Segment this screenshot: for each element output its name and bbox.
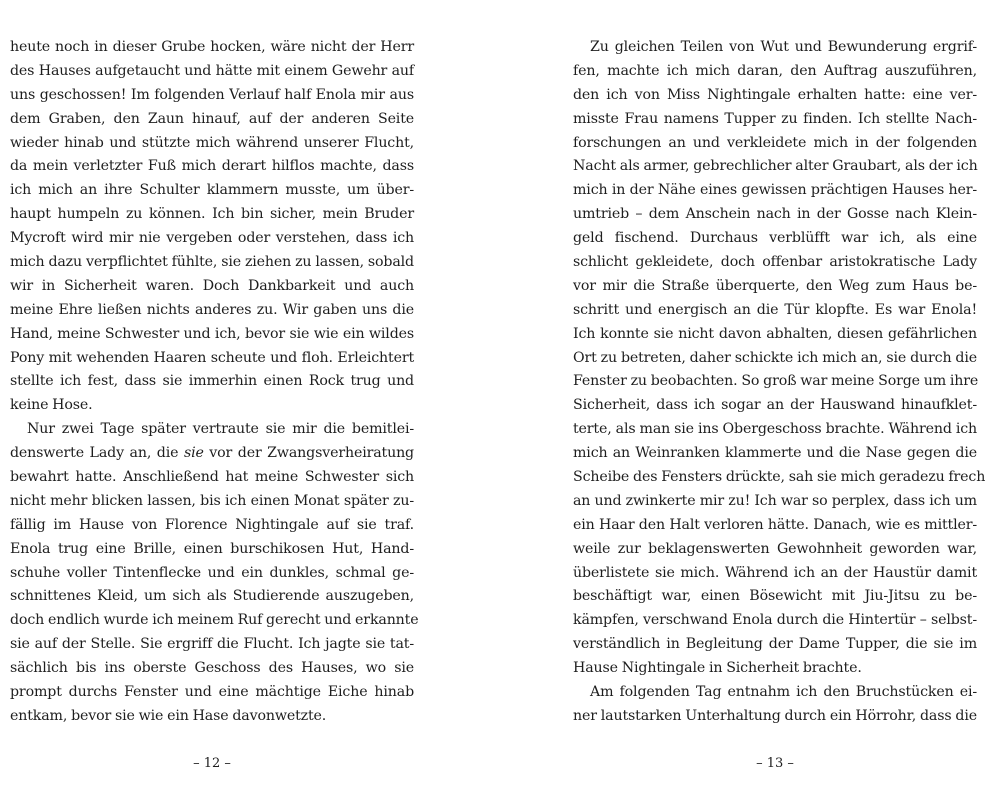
text-line: Fenster zu beobachten. So groß war meine Sorge um ihre: [573, 373, 979, 390]
text-line: Ich konnte sie nicht davon abhalten, diesen gefährlichen: [573, 325, 977, 342]
left-page-text: [10, 36, 419, 729]
text-line: ich mich an ihre Schulter klammern musste, um über-: [10, 182, 414, 199]
text-line: wieder hinab und stützte mich während unserer Flucht,: [10, 134, 414, 151]
text-line: Nur zwei Tage später vertraute sie mir die bemitlei-: [27, 421, 414, 438]
text-line: fällig im Hause von Florence Nightingale auf sie traf.: [10, 516, 414, 533]
text-line: haupt humpeln zu können. Ich bin sicher, mein Bruder: [10, 206, 414, 223]
text-line: Hause Nightingale in Sicherheit brachte.: [573, 660, 862, 677]
text-line: heute noch in dieser Grube hocken, wäre nicht der Herr: [10, 39, 414, 55]
text-line: Hand, meine Schwester und ich, bevor sie wie ein wildes: [10, 325, 414, 342]
text-line: ner lautstarken Unterhaltung durch ein Hörrohr, dass die: [573, 707, 977, 724]
text-line: mich dazu verpflichtet fühlte, sie ziehen zu lassen, sobald: [10, 254, 414, 271]
text-line: kämpfen, verschwand Enola durch die Hintertür – selbst-: [573, 612, 977, 629]
text-line: schuhe voller Tintenflecke und ein dunkles, schmal ge-: [10, 564, 414, 581]
text-line: nicht mehr blicken lassen, bis ich einen Monat später zu-: [10, 492, 414, 509]
text-line: Mycroft wird mir nie vergeben oder verstehen, dass ich: [10, 230, 414, 247]
text-line: vor mir die Straße überquerte, den Weg zum Haus be-: [573, 277, 977, 294]
text-line: den ich von Miss Nightingale erhalten hatte: eine ver-: [573, 86, 977, 103]
text-line: prompt durchs Fenster und eine mächtige Eiche hinab: [10, 684, 414, 701]
text-line: doch endlich wurde ich meinem Ruf gerecht und erkannte: [10, 612, 419, 629]
text-line: ein Haar den Halt verloren hätte. Danach, wie es mittler-: [573, 516, 977, 533]
text-line: schlicht gekleidete, doch offenbar aristokratische Lady: [573, 254, 977, 271]
text-line: geld fischend. Durchaus verblüfft war ich, als eine: [573, 230, 977, 247]
text-line: fen, machte ich mich daran, den Auftrag auszuführen,: [573, 62, 977, 79]
right-page-number: – 13 –: [756, 756, 794, 771]
text-line: des Hauses aufgetaucht und hätte mit einem Gewehr auf: [10, 62, 414, 79]
left-page-number: – 12 –: [193, 756, 231, 771]
right-page-text: [573, 36, 986, 729]
text-line: stellte ich fest, dass sie immerhin einen Rock trug und: [10, 373, 414, 390]
text-line: Nacht als armer, gebrechlicher alter Graubart, als der ich: [573, 158, 978, 175]
text-line: wir in Sicherheit waren. Doch Dankbarkeit und auch: [10, 277, 414, 294]
text-line: sie auf der Stelle. Sie ergriff die Flucht. Ich jagte sie tat-: [10, 636, 414, 653]
text-line: verständlich in Begleitung der Dame Tupper, die sie im: [573, 636, 977, 653]
text-line: schritt und energisch an die Tür klopfte. Es war Enola!: [573, 301, 977, 318]
text-line: misste Frau namens Tupper zu finden. Ich stellte Nach-: [573, 110, 977, 127]
text-line: Sicherheit, dass ich sogar an der Hauswand hinaufklet-: [573, 397, 977, 414]
text-line: Scheibe des Fensters drückte, sah sie mich geradezu frech: [573, 469, 986, 486]
text-line: dem Graben, den Zaun hinauf, auf der anderen Seite: [10, 110, 414, 127]
text-line: denswerte Lady an, die sie vor der Zwangsverheiratung: [10, 445, 414, 462]
text-line: mich an Weinranken klammerte und die Nase gegen die: [573, 445, 977, 462]
text-line: Am folgenden Tag entnahm ich den Bruchstücken ei-: [590, 684, 977, 701]
text-line: weile zur beklagenswerten Gewohnheit geworden war,: [573, 540, 977, 557]
text-line: uns geschossen! Im folgenden Verlauf half Enola mir aus: [10, 86, 414, 103]
text-line: schnittenes Kleid, um sich als Studierende auszugeben,: [10, 588, 414, 605]
text-line: Pony mit wehenden Haaren scheute und floh. Erleichtert: [10, 349, 414, 366]
text-line: entkam, bevor sie wie ein Hase davonwetzte.: [10, 707, 327, 724]
text-line: meine Ehre ließen nichts anderes zu. Wir gaben uns die: [10, 301, 414, 318]
text-line: terte, als man sie ins Obergeschoss brachte. Während ich: [573, 421, 977, 438]
text-line: keine Hose.: [10, 397, 93, 414]
text-line: Enola trug eine Brille, einen burschikosen Hut, Hand-: [10, 540, 414, 557]
text-line: mich in der Nähe eines gewissen prächtigen Hauses her-: [573, 182, 977, 199]
text-line: Zu gleichen Teilen von Wut und Bewunderung ergrif-: [590, 39, 977, 55]
text-line: umtrieb – dem Anschein nach in der Gosse nach Klein-: [573, 206, 977, 223]
text-line: an und zwinkerte mir zu! Ich war so perplex, dass ich um: [573, 492, 977, 509]
text-line: sächlich bis ins oberste Geschoss des Hauses, wo sie: [10, 660, 414, 677]
text-line: da mein verletzter Fuß mich derart hilflos machte, dass: [10, 158, 414, 175]
text-line: Ort zu betreten, daher schickte ich mich an, sie durch die: [573, 349, 977, 366]
text-line: forschungen an und verkleidete mich in der folgenden: [573, 134, 977, 151]
text-line: überlistete sie mich. Während ich an der Haustür damit: [573, 564, 977, 581]
text-line: beschäftigt war, einen Bösewicht mit Jiu-Jitsu zu be-: [573, 588, 977, 605]
text-line: bewahrt hatte. Anschließend hat meine Schwester sich: [10, 469, 414, 486]
